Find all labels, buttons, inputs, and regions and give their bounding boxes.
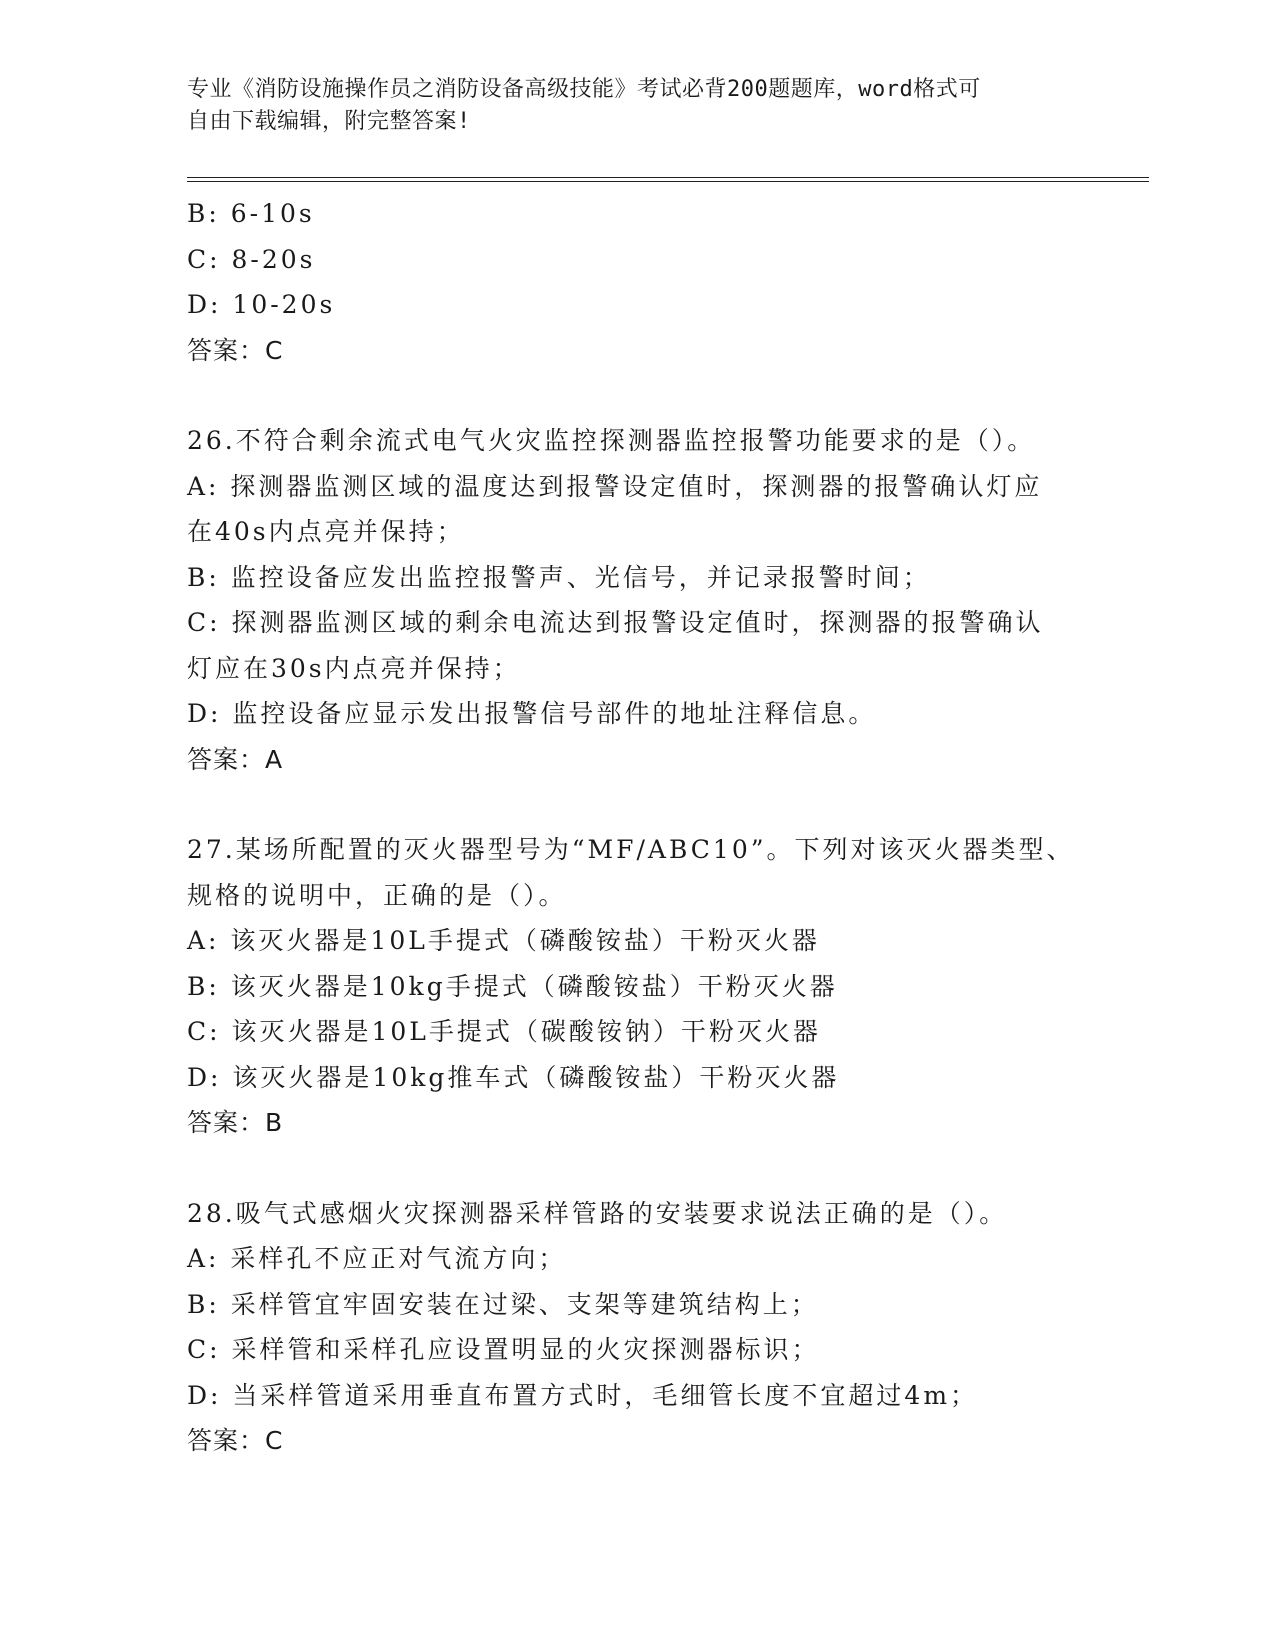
answer-line: 答案：C bbox=[187, 1426, 284, 1455]
option-line: 在40s内点亮并保持； bbox=[187, 517, 465, 546]
question-26 bbox=[187, 418, 1087, 782]
answer-line: 答案：B bbox=[187, 1108, 284, 1137]
page-header bbox=[187, 74, 1067, 138]
question-28 bbox=[187, 1191, 1087, 1464]
question-text: 28.吸气式感烟火灾探测器采样管路的安装要求说法正确的是（）。 bbox=[187, 1198, 1008, 1228]
document-body bbox=[187, 191, 1087, 1464]
option-line: B: 该灭火器是10kg手提式（磷酸铵盐）干粉灭火器 bbox=[187, 971, 838, 1001]
option-line: D: 监控设备应显示发出报警信号部件的地址注释信息。 bbox=[187, 699, 877, 728]
option-line: A: 该灭火器是10L手提式（磷酸铵盐）干粉灭火器 bbox=[187, 926, 820, 955]
option-line: B: 采样管宜牢固安装在过梁、支架等建筑结构上； bbox=[187, 1289, 819, 1319]
question-text: 规格的说明中，正确的是（）。 bbox=[187, 880, 567, 910]
option-line: C: 该灭火器是10L手提式（碳酸铵钠）干粉灭火器 bbox=[187, 1017, 821, 1046]
question-27 bbox=[187, 827, 1087, 1146]
answer-line: 答案：A bbox=[187, 744, 284, 774]
option-line: C: 8-20s bbox=[187, 244, 316, 274]
option-line: A: 采样孔不应正对气流方向； bbox=[187, 1244, 567, 1273]
option-line: D: 当采样管道采用垂直布置方式时，毛细管长度不宜超过4m； bbox=[187, 1380, 979, 1410]
option-line: 灯应在30s内点亮并保持； bbox=[187, 653, 521, 683]
header-line-2: 自由下载编辑，附完整答案! bbox=[187, 109, 471, 134]
option-line: A: 探测器监测区域的温度达到报警设定值时，探测器的报警确认灯应 bbox=[187, 471, 1043, 501]
header-rule-bottom bbox=[187, 181, 1149, 182]
option-line: B: 监控设备应发出监控报警声、光信号，并记录报警时间； bbox=[187, 562, 931, 592]
question-text: 27.某场所配置的灭火器型号为“MF/ABC10”。下列对该灭火器类型、 bbox=[187, 835, 1075, 864]
answer-line: 答案：C bbox=[187, 335, 284, 365]
option-line: D: 该灭火器是10kg推车式（磷酸铵盐）干粉灭火器 bbox=[187, 1062, 840, 1092]
option-line: C: 采样管和采样孔应设置明显的火灾探测器标识； bbox=[187, 1335, 820, 1364]
header-line-1: 专业《消防设施操作员之消防设备高级技能》考试必背200题题库，word格式可 bbox=[187, 77, 981, 102]
question-text: 26.不符合剩余流式电气火灾监控探测器监控报警功能要求的是（）。 bbox=[187, 426, 1036, 455]
option-line: B: 6-10s bbox=[187, 199, 315, 228]
header-rule-top bbox=[187, 177, 1149, 178]
question-25-fragment bbox=[187, 191, 1087, 373]
option-line: C: 探测器监测区域的剩余电流达到报警设定值时，探测器的报警确认 bbox=[187, 608, 1044, 637]
option-line: D: 10-20s bbox=[187, 290, 336, 319]
